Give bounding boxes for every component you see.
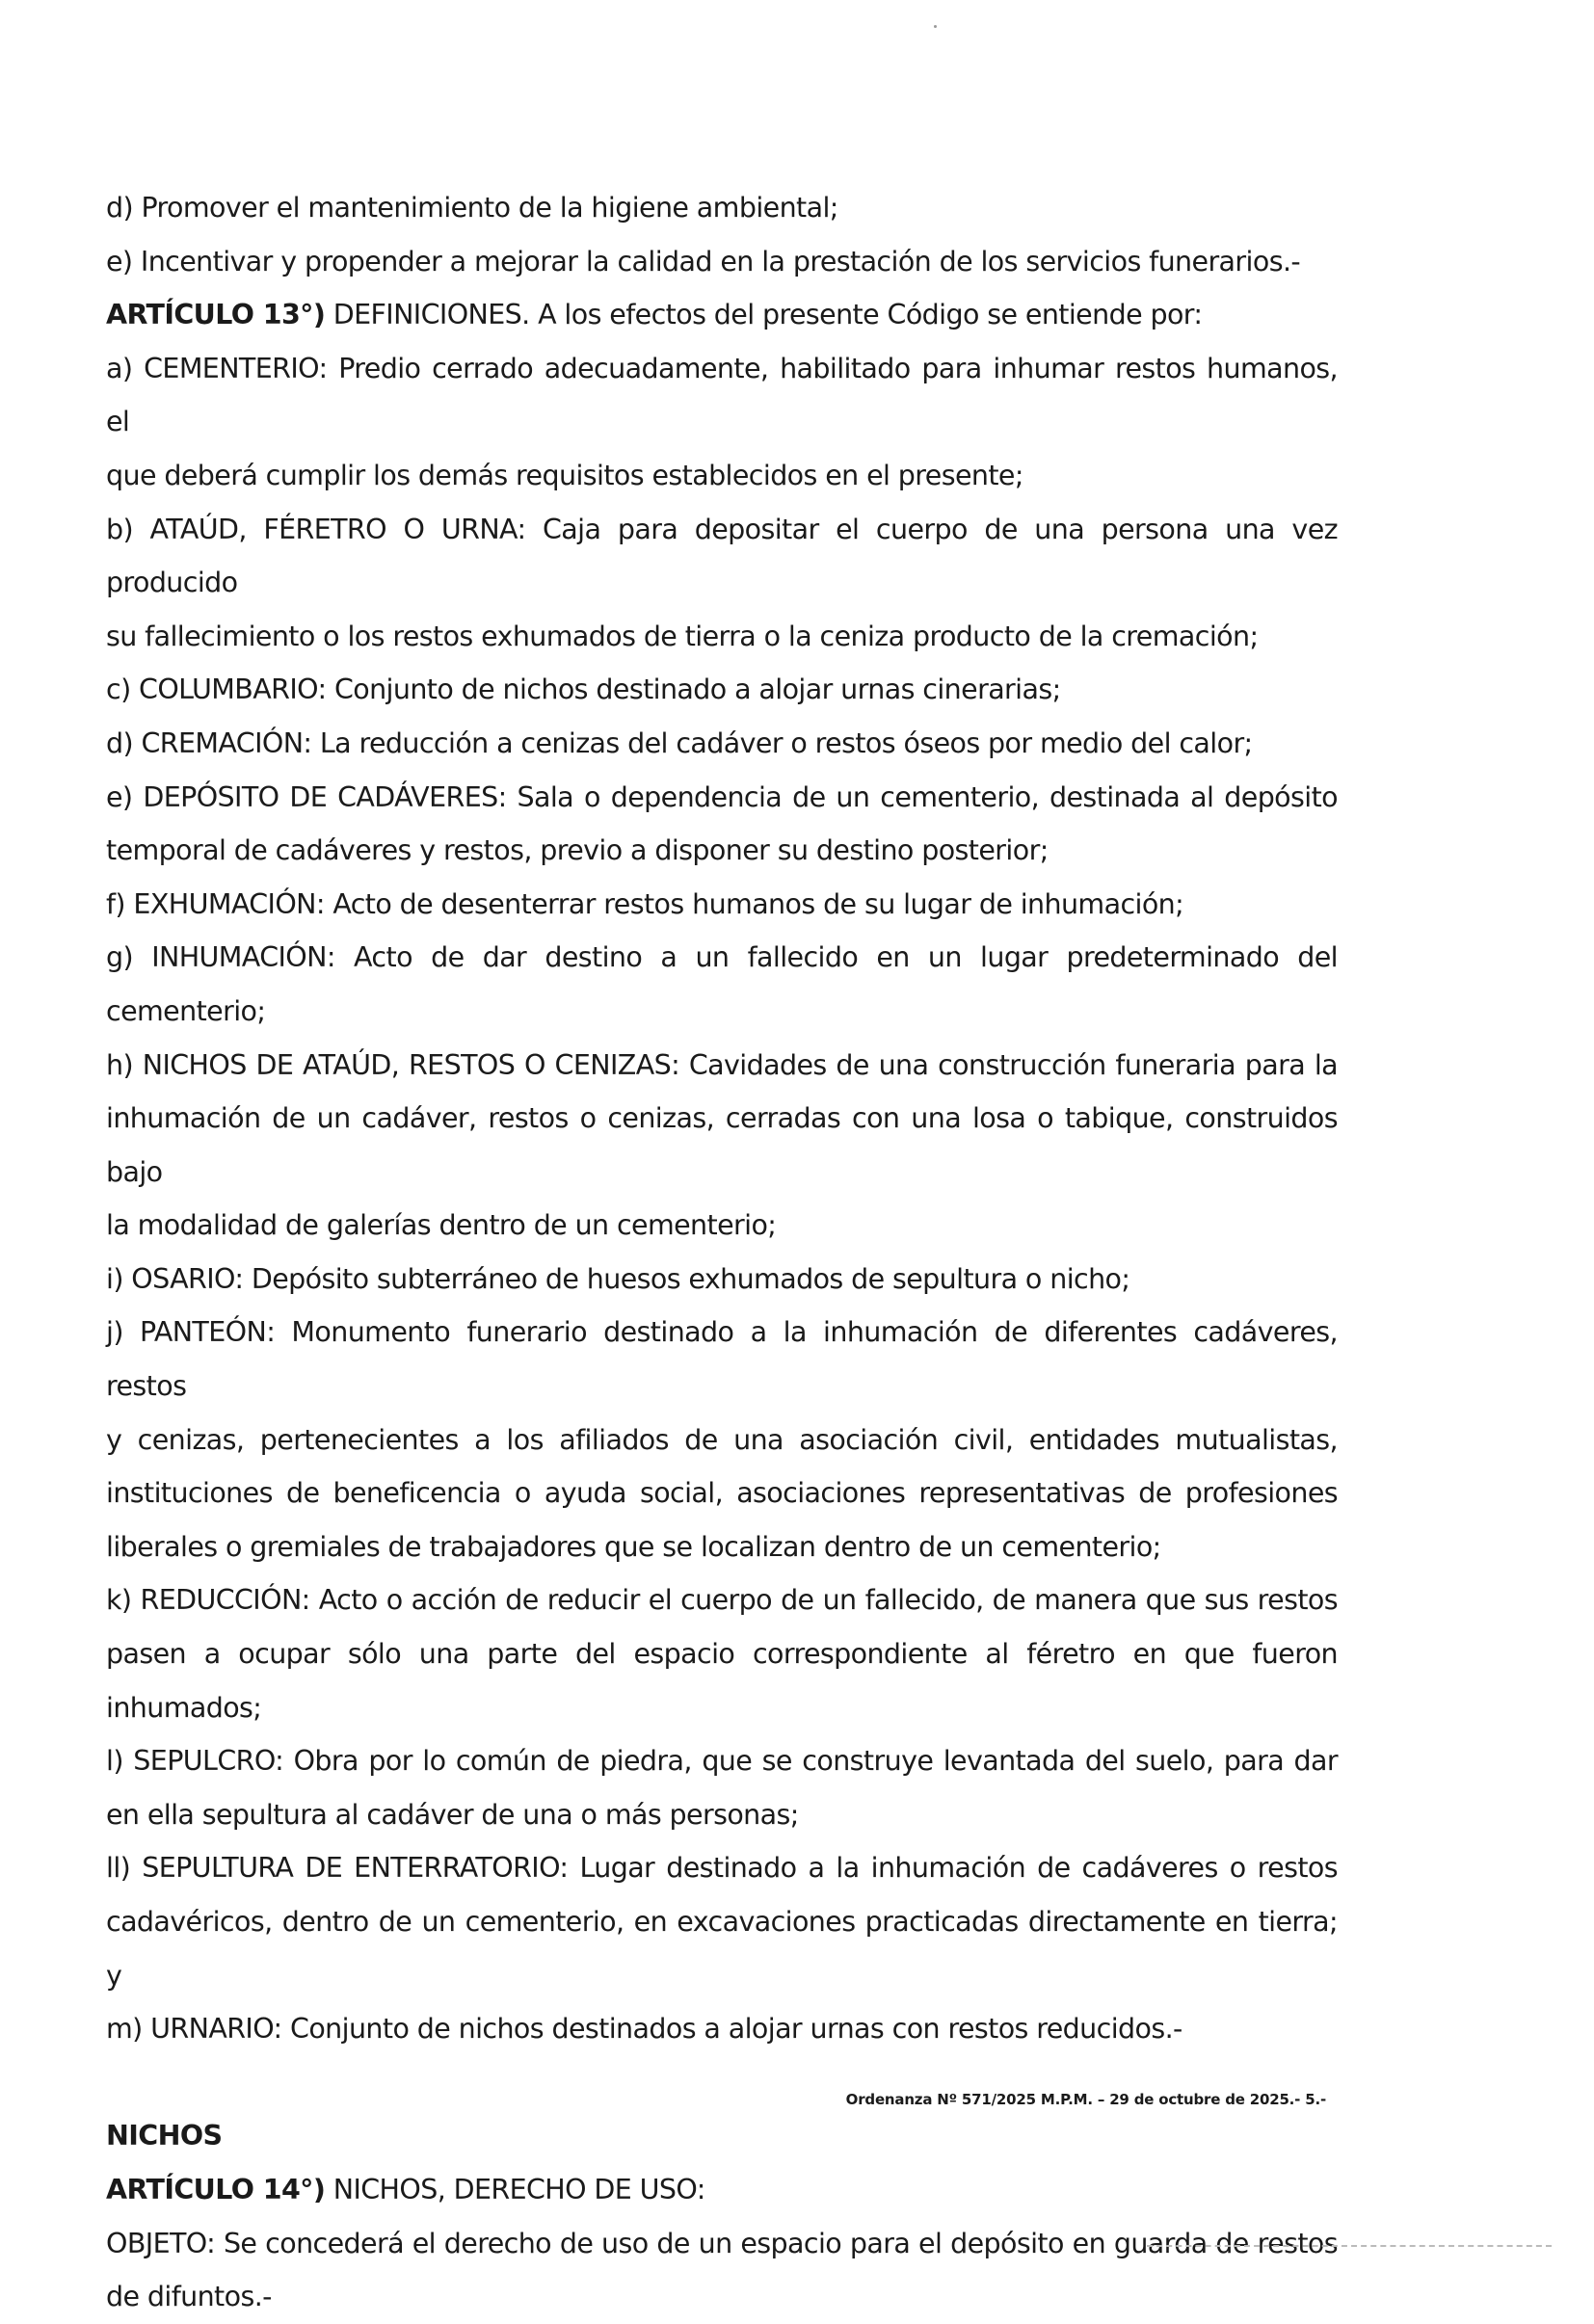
line-text: d) Promover el mantenimiento de la higiene ambiental; xyxy=(106,192,838,224)
text-line xyxy=(106,1199,1338,1253)
text-line xyxy=(106,1039,1338,1093)
line-text: e) Incentivar y propender a mejorar la calidad en la prestación de los servicios funerarios.- xyxy=(106,245,1301,277)
text-line xyxy=(106,771,1338,825)
line-text: h) NICHOS DE ATAÚD, RESTOS O CENIZAS: Cavidades de una construcción funeraria para la xyxy=(106,1048,1338,1081)
page-footer: Ordenanza Nº 571/2025 M.P.M. – 29 de octubre de 2025.- 5.- xyxy=(845,2091,1326,2108)
article-heading: NICHOS xyxy=(106,2120,223,2152)
text-line xyxy=(106,1627,1338,1681)
text-line xyxy=(106,1573,1338,1627)
scan-edge-artifact xyxy=(1147,2245,1552,2250)
article-heading: ARTÍCULO 13°) xyxy=(106,299,326,331)
line-text: OBJETO: Se concederá el derecho de uso de un espacio para el depósito en guarda de restos xyxy=(106,2227,1338,2259)
text-line xyxy=(106,1253,1338,1307)
line-text: liberales o gremiales de trabajadores que se localizan dentro de un cementerio; xyxy=(106,1530,1161,1563)
text-line xyxy=(106,342,1338,449)
text-line xyxy=(106,503,1338,610)
line-text: c) COLUMBARIO: Conjunto de nichos destinado a alojar urnas cinerarias; xyxy=(106,673,1061,706)
line-text: de difuntos.- xyxy=(106,2281,272,2313)
text-line xyxy=(106,2217,1338,2271)
line-text: f) EXHUMACIÓN: Acto de desenterrar restos humanos de su lugar de inhumación; xyxy=(106,887,1184,920)
text-line xyxy=(106,1466,1338,1520)
line-text: g) INHUMACIÓN: Acto de dar destino a un fallecido en un lugar predeterminado del xyxy=(106,941,1338,974)
text-line xyxy=(106,2163,1338,2217)
text-line xyxy=(106,235,1338,289)
article-heading: ARTÍCULO 14°) xyxy=(106,2173,326,2205)
text-line xyxy=(106,1734,1338,1788)
line-text: NICHOS, DERECHO DE USO: xyxy=(325,2173,705,2205)
line-text: temporal de cadáveres y restos, previo a disponer su destino posterior; xyxy=(106,834,1049,867)
text-line xyxy=(106,878,1338,932)
scan-speck xyxy=(934,25,937,28)
line-text: que deberá cumplir los demás requisitos establecidos en el presente; xyxy=(106,459,1023,491)
text-line xyxy=(106,288,1338,342)
line-text: a) CEMENTERIO: Predio cerrado adecuadamente, habilitado para inhumar restos humanos, el xyxy=(106,352,1338,438)
line-text: cadavéricos, dentro de un cementerio, en excavaciones practicadas directamente en tierra; y xyxy=(106,1906,1338,1992)
line-text: b) ATAÚD, FÉRETRO O URNA: Caja para depositar el cuerpo de una persona una vez producido xyxy=(106,513,1338,599)
text-line xyxy=(106,2270,1338,2324)
text-line xyxy=(106,2002,1338,2056)
text-line xyxy=(106,181,1338,235)
text-line xyxy=(106,1092,1338,1199)
line-text: cementerio; xyxy=(106,994,266,1027)
line-text: instituciones de beneficencia o ayuda social, asociaciones representativas de profesiones xyxy=(106,1477,1338,1510)
line-text: inhumación de un cadáver, restos o cenizas, cerradas con una losa o tabique, construidos bajo xyxy=(106,1102,1338,1188)
line-text: en ella sepultura al cadáver de una o más personas; xyxy=(106,1798,799,1831)
text-line xyxy=(106,610,1338,664)
text-line xyxy=(106,931,1338,985)
document-body xyxy=(106,181,1338,2324)
line-text: j) PANTEÓN: Monumento funerario destinado a la inhumación de diferentes cadáveres, restos xyxy=(106,1316,1338,1403)
line-text: l) SEPULCRO: Obra por lo común de piedra, que se construye levantada del suelo, para dar xyxy=(106,1745,1338,1778)
text-line xyxy=(106,824,1338,878)
line-text: pasen a ocupar sólo una parte del espacio correspondiente al féretro en que fueron xyxy=(106,1638,1338,1671)
line-text: su fallecimiento o los restos exhumados de tierra o la ceniza producto de la cremación; xyxy=(106,620,1259,652)
text-line xyxy=(106,1788,1338,1842)
text-line xyxy=(106,1413,1338,1467)
line-text: m) URNARIO: Conjunto de nichos destinados a alojar urnas con restos reducidos.- xyxy=(106,2013,1182,2046)
text-line xyxy=(106,2109,1338,2163)
text-line xyxy=(106,1520,1338,1574)
line-text: k) REDUCCIÓN: Acto o acción de reducir el cuerpo de un fallecido, de manera que sus restos xyxy=(106,1584,1338,1617)
text-line xyxy=(106,1895,1338,2002)
line-text: i) OSARIO: Depósito subterráneo de huesos exhumados de sepultura o nicho; xyxy=(106,1262,1130,1295)
text-line xyxy=(106,1681,1338,1735)
line-text: la modalidad de galerías dentro de un cementerio; xyxy=(106,1209,777,1242)
line-text: inhumados; xyxy=(106,1691,262,1724)
text-line xyxy=(106,449,1338,503)
text-line xyxy=(106,717,1338,771)
line-text: y cenizas, pertenecientes a los afiliados de una asociación civil, entidades mutualistas, xyxy=(106,1423,1338,1456)
line-text: d) CREMACIÓN: La reducción a cenizas del cadáver o restos óseos por medio del calor; xyxy=(106,726,1253,759)
text-line xyxy=(106,1841,1338,1895)
text-line xyxy=(106,663,1338,717)
line-text: e) DEPÓSITO DE CADÁVERES: Sala o dependencia de un cementerio, destinada al depósito xyxy=(106,780,1338,813)
text-line xyxy=(106,1306,1338,1413)
line-text: DEFINICIONES. A los efectos del presente Código se entiende por: xyxy=(325,299,1203,331)
line-text: ll) SEPULTURA DE ENTERRATORIO: Lugar destinado a la inhumación de cadáveres o restos xyxy=(106,1852,1338,1885)
text-line xyxy=(106,985,1338,1039)
